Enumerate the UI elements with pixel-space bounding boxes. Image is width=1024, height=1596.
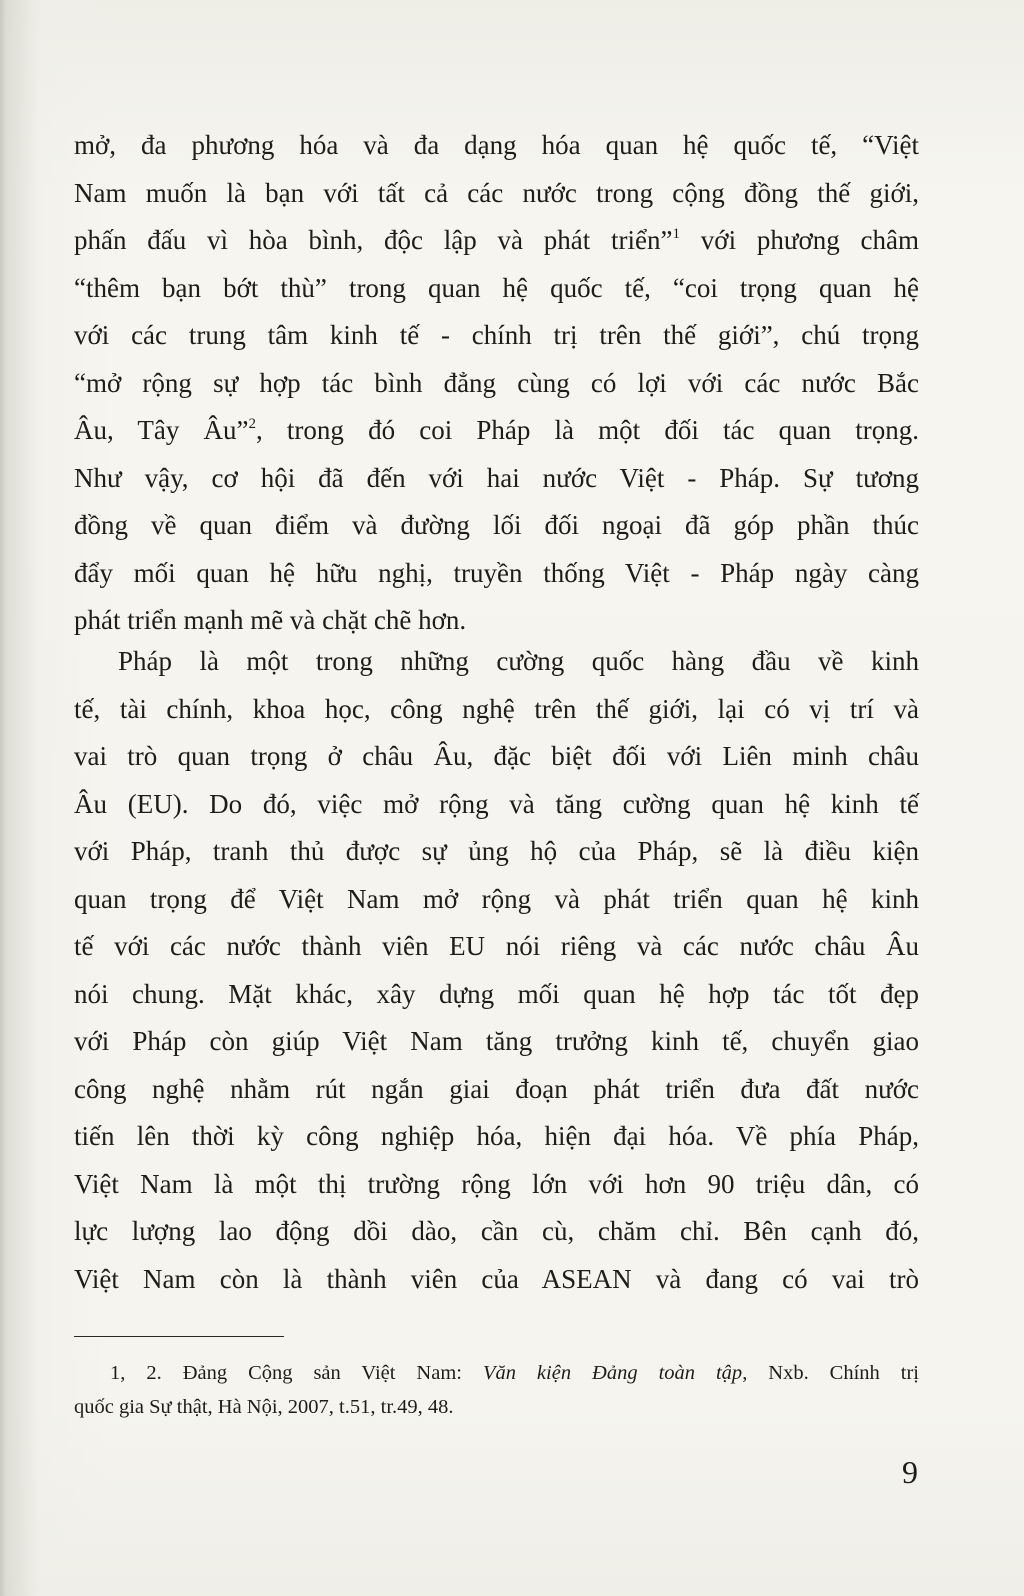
text-line: tiến lên thời kỳ công nghiệp hóa, hiện đại hóa. Về phía Pháp, bbox=[74, 1121, 919, 1151]
text-line: nói chung. Mặt khác, xây dựng mối quan hệ hợp tác tốt đẹp bbox=[74, 978, 919, 1009]
footnote-marker: 2 bbox=[248, 416, 257, 432]
text-line: mở, đa phương hóa và đa dạng hóa quan hệ quốc tế, “Việt bbox=[74, 130, 919, 160]
text-line: “thêm bạn bớt thù” trong quan hệ quốc tế, “coi trọng quan hệ bbox=[74, 272, 919, 303]
text-line: đẩy mối quan hệ hữu nghị, truyền thống Việt - Pháp ngày càng bbox=[74, 557, 919, 588]
footnote-line bbox=[74, 1356, 919, 1390]
text-line: lực lượng lao động dồi dào, cần cù, chăm chỉ. Bên cạnh đó, bbox=[74, 1216, 919, 1246]
text-line bbox=[74, 217, 919, 265]
footnote-suffix: , Nxb. Chính trị bbox=[742, 1362, 919, 1384]
paragraph-1 bbox=[74, 122, 919, 645]
text-line: với các trung tâm kinh tế - chính trị trên thế giới”, chú trọng bbox=[74, 320, 919, 350]
text-line: Như vậy, cơ hội đã đến với hai nước Việt - Pháp. Sự tương bbox=[74, 462, 919, 493]
footnote-line: quốc gia Sự thật, Hà Nội, 2007, t.51, tr.49, 48. bbox=[74, 1396, 454, 1418]
text-line: Việt Nam còn là thành viên của ASEAN và đang có vai trò bbox=[74, 1263, 919, 1294]
footnote-marker: 1 bbox=[672, 226, 681, 242]
text-line: quan trọng để Việt Nam mở rộng và phát triển quan hệ kinh bbox=[74, 883, 919, 914]
text-line: Pháp là một trong những cường quốc hàng đầu về kinh bbox=[118, 646, 919, 676]
text-line: Việt Nam là một thị trường rộng lớn với hơn 90 triệu dân, có bbox=[74, 1168, 919, 1199]
footnote-prefix: 1, 2. Đảng Cộng sản Việt Nam: bbox=[110, 1362, 483, 1384]
text-line: với Pháp còn giúp Việt Nam tăng trưởng kinh tế, chuyển giao bbox=[74, 1026, 919, 1056]
paragraph-2 bbox=[74, 638, 919, 1303]
text-line: công nghệ nhằm rút ngắn giai đoạn phát triển đưa đất nước bbox=[74, 1073, 919, 1104]
text-span: , trong đó coi Pháp là một đối tác quan trọng. bbox=[256, 415, 919, 445]
text-line: “mở rộng sự hợp tác bình đẳng cùng có lợi với các nước Bắc bbox=[74, 367, 919, 398]
page-number: 9 bbox=[902, 1454, 918, 1490]
footnote-divider bbox=[74, 1336, 284, 1337]
footnote-title: Văn kiện Đảng toàn tập bbox=[482, 1362, 743, 1384]
footnote bbox=[74, 1356, 919, 1424]
text-line: Nam muốn là bạn với tất cả các nước trong cộng đồng thế giới, bbox=[74, 177, 919, 208]
text-line: Âu (EU). Do đó, việc mở rộng và tăng cường quan hệ kinh tế bbox=[74, 788, 919, 819]
text-line: tế, tài chính, khoa học, công nghệ trên thế giới, lại có vị trí và bbox=[74, 693, 919, 724]
text-line: đồng về quan điểm và đường lối đối ngoại đã góp phần thúc bbox=[74, 510, 919, 540]
text-line: với Pháp, tranh thủ được sự ủng hộ của Pháp, sẽ là điều kiện bbox=[74, 836, 919, 866]
text-span: với phương châm bbox=[680, 225, 919, 255]
text-span: phấn đấu vì hòa bình, độc lập và phát triển” bbox=[74, 225, 673, 255]
text-line bbox=[74, 407, 919, 455]
text-span: Âu, Tây Âu” bbox=[74, 415, 249, 445]
text-line: vai trò quan trọng ở châu Âu, đặc biệt đối với Liên minh châu bbox=[74, 741, 919, 771]
text-line: tế với các nước thành viên EU nói riêng và các nước châu Âu bbox=[74, 931, 919, 961]
text-line: phát triển mạnh mẽ và chặt chẽ hơn. bbox=[74, 605, 467, 635]
page-fold-shadow bbox=[0, 0, 6, 1596]
